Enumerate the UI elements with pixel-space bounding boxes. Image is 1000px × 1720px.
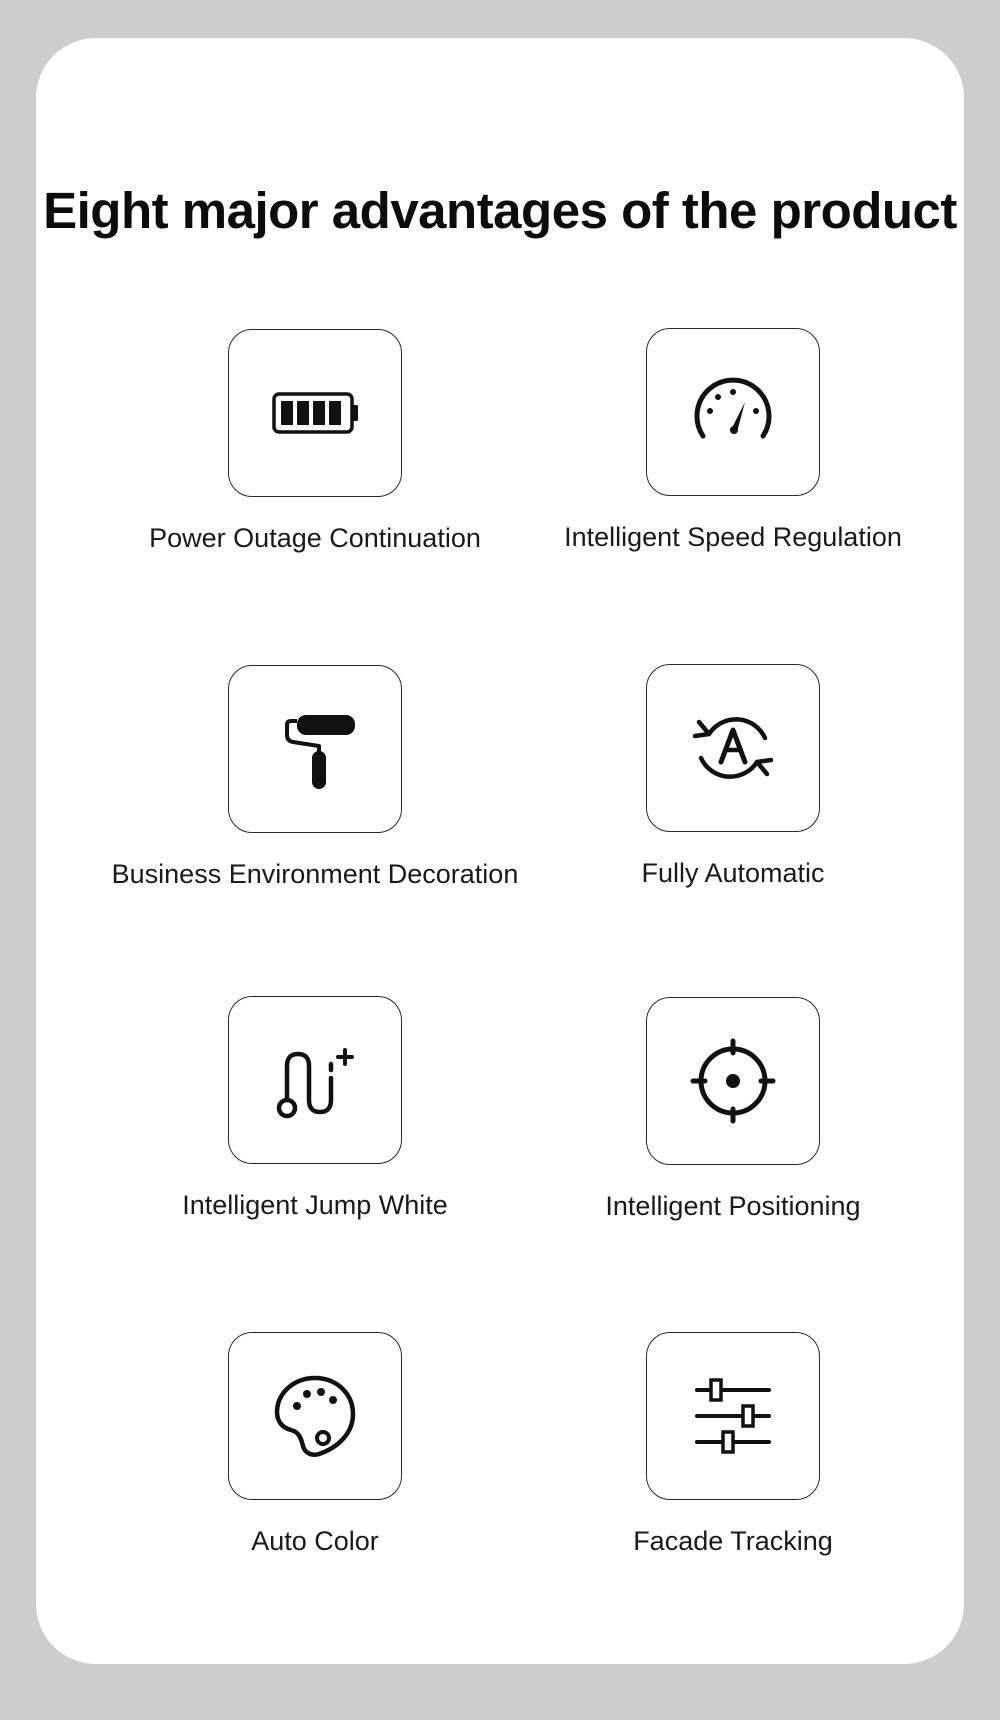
feature-auto-color bbox=[85, 1332, 545, 1592]
feature-label: Auto Color bbox=[251, 1526, 379, 1556]
feature-label: Intelligent Speed Regulation bbox=[564, 522, 902, 552]
feature-icon-tile bbox=[646, 664, 820, 832]
feature-intelligent-speed-regulation bbox=[503, 328, 963, 588]
feature-facade-tracking bbox=[503, 1332, 963, 1592]
feature-icon-tile bbox=[228, 1332, 402, 1500]
feature-label: Power Outage Continuation bbox=[149, 523, 481, 553]
sliders-icon bbox=[685, 1368, 781, 1464]
paint-roller-icon bbox=[267, 701, 363, 797]
feature-label: Intelligent Positioning bbox=[605, 1191, 861, 1221]
auto-cycle-icon bbox=[685, 700, 781, 796]
feature-icon-tile bbox=[646, 997, 820, 1165]
page-title: Eight major advantages of the product bbox=[43, 182, 957, 239]
palette-icon bbox=[267, 1368, 363, 1464]
battery-icon bbox=[267, 365, 363, 461]
feature-icon-tile bbox=[228, 996, 402, 1164]
crosshair-icon bbox=[685, 1033, 781, 1129]
feature-label: Facade Tracking bbox=[633, 1526, 833, 1556]
speedometer-icon bbox=[685, 364, 781, 460]
feature-icon-tile bbox=[228, 665, 402, 833]
feature-fully-automatic bbox=[503, 664, 963, 924]
feature-business-environment-decoration bbox=[85, 665, 545, 925]
feature-intelligent-positioning bbox=[503, 997, 963, 1257]
path-route-icon bbox=[267, 1032, 363, 1128]
feature-label: Fully Automatic bbox=[641, 858, 825, 888]
feature-icon-tile bbox=[646, 328, 820, 496]
feature-label: Business Environment Decoration bbox=[111, 859, 519, 889]
feature-intelligent-jump-white bbox=[85, 996, 545, 1256]
feature-icon-tile bbox=[228, 329, 402, 497]
feature-icon-tile bbox=[646, 1332, 820, 1500]
feature-power-outage-continuation bbox=[85, 329, 545, 589]
feature-label: Intelligent Jump White bbox=[182, 1190, 448, 1220]
